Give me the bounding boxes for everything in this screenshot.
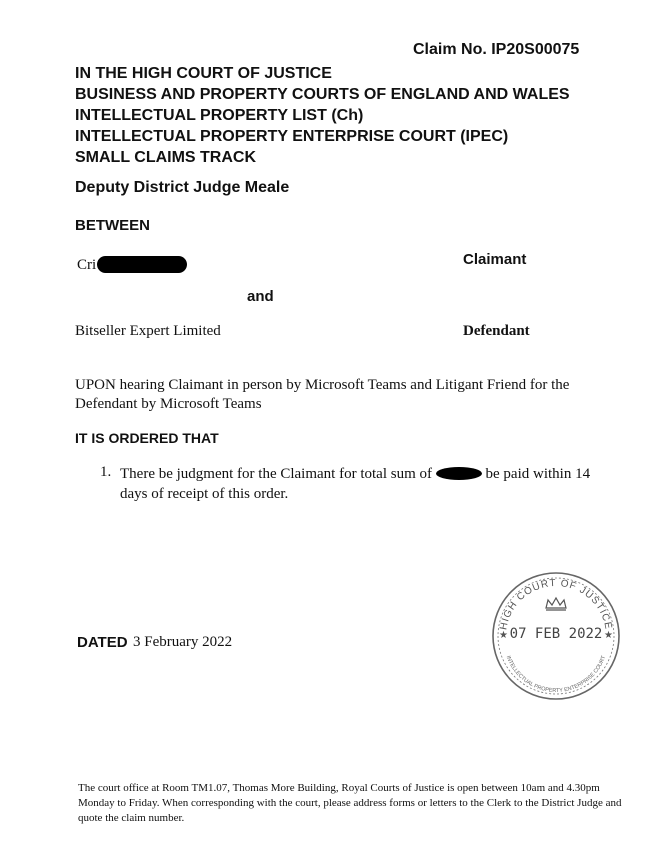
ordered-heading: IT IS ORDERED THAT bbox=[75, 430, 219, 446]
recital-paragraph: UPON hearing Claimant in person by Microsoft Teams and Litigant Friend for the Defendant by Microsoft Teams bbox=[75, 377, 570, 412]
crown-icon bbox=[546, 598, 566, 610]
judge-name: Deputy District Judge Meale bbox=[75, 179, 290, 196]
court-line: IN THE HIGH COURT OF JUSTICE bbox=[75, 65, 332, 82]
court-line: SMALL CLAIMS TRACK bbox=[75, 149, 257, 166]
defendant-label: Defendant bbox=[463, 323, 530, 339]
star-icon: ★ bbox=[604, 630, 613, 641]
order-number: 1. bbox=[100, 464, 112, 480]
redaction-mark bbox=[436, 467, 482, 480]
court-heading bbox=[75, 63, 570, 168]
stamp-bottom-text: INTELLECTUAL PROPERTY ENTERPRISE COURT bbox=[504, 655, 608, 695]
court-seal-stamp bbox=[490, 570, 622, 702]
claim-number: Claim No. IP20S00075 bbox=[413, 41, 580, 58]
claimant-name: Cri bbox=[77, 257, 97, 273]
and-label: and bbox=[247, 288, 274, 305]
dated-value: 3 February 2022 bbox=[133, 634, 233, 650]
order-paragraph bbox=[120, 464, 620, 504]
order-text-before: There be judgment for the Claimant for total sum of bbox=[120, 466, 432, 482]
between-label: BETWEEN bbox=[75, 217, 150, 234]
star-icon: ★ bbox=[499, 630, 508, 641]
court-line: BUSINESS AND PROPERTY COURTS OF ENGLAND AND WALES bbox=[75, 86, 570, 103]
svg-text:HIGH COURT OF JUSTICE bbox=[498, 578, 613, 631]
dated-label: DATED bbox=[77, 634, 128, 651]
court-line: INTELLECTUAL PROPERTY ENTERPRISE COURT (IPEC) bbox=[75, 128, 509, 145]
order-text-after: be paid within 14 days of receipt of this order. bbox=[120, 466, 591, 502]
stamp-top-text: HIGH COURT OF JUSTICE bbox=[498, 577, 614, 631]
defendant-name: Bitseller Expert Limited bbox=[75, 323, 221, 339]
claimant-label: Claimant bbox=[463, 251, 527, 268]
footer-note: The court office at Room TM1.07, Thomas More Building, Royal Courts of Justice is open between 10am and 4.30pm Monday to Friday. When corresponding with the court, please address forms or letters to the Clerk to the District Judge and quote the claim number. bbox=[78, 782, 622, 824]
court-line: INTELLECTUAL PROPERTY LIST (Ch) bbox=[75, 107, 364, 124]
stamp-date: 07 FEB 2022 bbox=[509, 626, 603, 642]
redaction-mark bbox=[97, 256, 187, 273]
